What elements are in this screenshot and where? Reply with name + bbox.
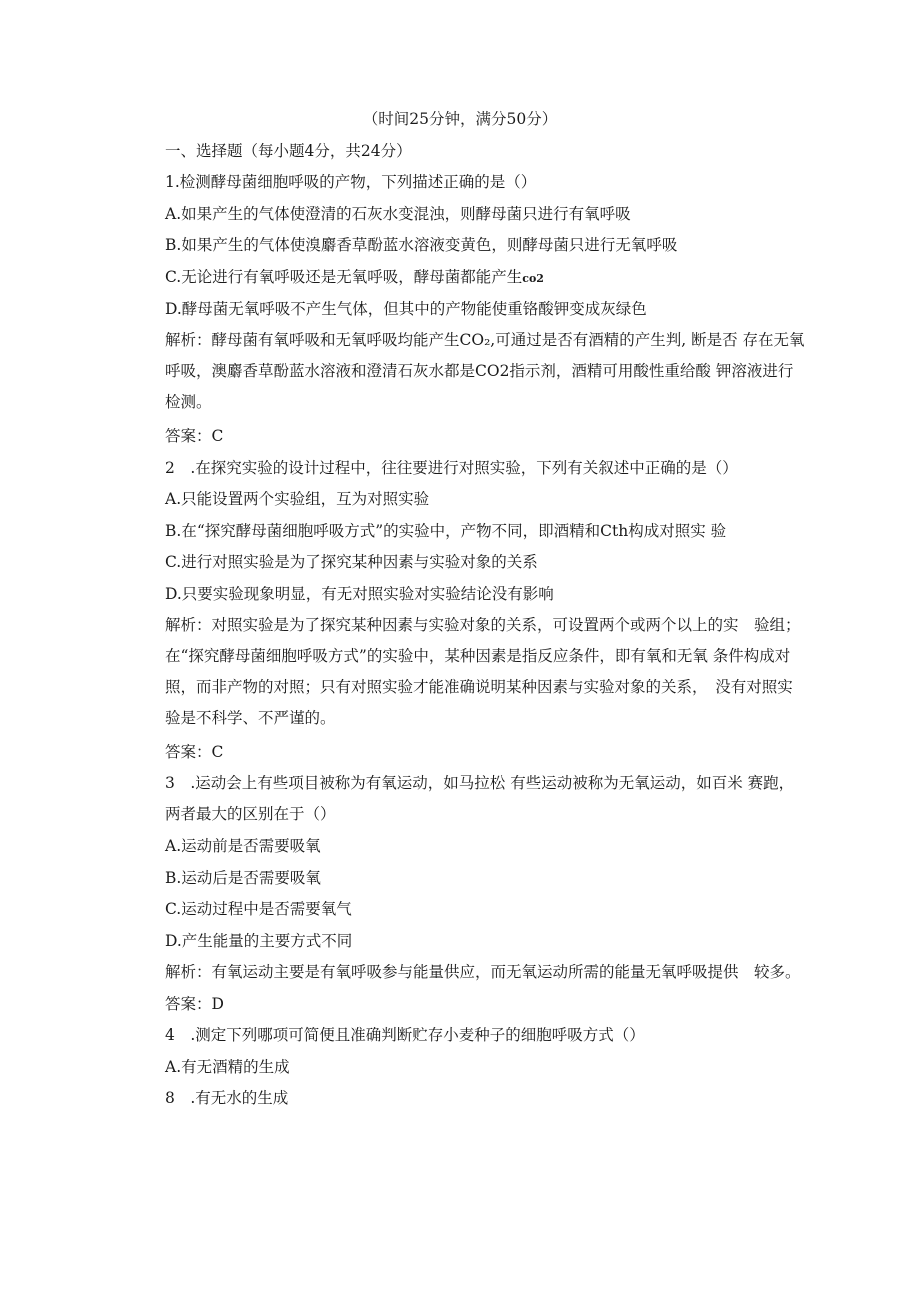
question-2-option-d: D.只要实验现象明显，有无对照实验对实验结论没有影响 xyxy=(165,585,554,603)
question-2-stem: 2 .在探究实验的设计过程中，往往要进行对照实验，下列有关叙述中正确的是（） xyxy=(165,459,738,477)
question-2-answer: 答案：C xyxy=(165,743,224,761)
option-c-text: C.无论进行有氧呼吸还是无氧呼吸，酵母菌都能产生 xyxy=(165,268,523,286)
question-4-option-a: A.有无酒精的生成 xyxy=(165,1058,290,1076)
question-3-option-d: D.产生能量的主要方式不同 xyxy=(165,932,353,950)
question-1-answer: 答案：C xyxy=(165,427,224,445)
question-1-option-b: B.如果产生的气体使溴麝香草酚蓝水溶液变黄色，则酵母菌只进行无氧呼吸 xyxy=(165,236,678,254)
question-3-answer: 答案：D xyxy=(165,995,224,1013)
question-1-option-c xyxy=(165,267,544,289)
question-1-analysis: 解析：酵母菌有氧呼吸和无氧呼吸均能产生CO₂,可通过是否有酒精的产生判, 断是否 存在无氧呼吸，澳麝香草酚蓝水溶液和澄清石灰水都是CO2指示剂，酒精可用酸性重给酸 钾溶液进行检测。 xyxy=(165,331,805,411)
question-1-stem: 1.检测酵母菌细胞呼吸的产物，下列描述正确的是（） xyxy=(165,173,537,191)
question-4-option-b: 8 .有无水的生成 xyxy=(165,1089,289,1107)
question-3-option-c: C.运动过程中是否需要氧气 xyxy=(165,900,352,918)
question-1-option-a: A.如果产生的气体使澄清的石灰水变混浊，则酵母菌只进行有氧呼吸 xyxy=(165,205,631,223)
question-3-option-a: A.运动前是否需要吸氧 xyxy=(165,837,321,855)
question-2-option-c: C.进行对照实验是为了探究某种因素与实验对象的关系 xyxy=(165,553,538,571)
question-2-option-a: A.只能设置两个实验组，互为对照实验 xyxy=(165,490,430,508)
exam-header: （时间25分钟，满分50分） xyxy=(362,110,558,128)
co2-label: co2 xyxy=(522,272,544,285)
section-title: 一、选择题（每小题4分，共24分） xyxy=(165,142,412,160)
question-2-option-b: B.在“探究酵母菌细胞呼吸方式”的实验中，产物不同，即酒精和Cth构成对照实 验 xyxy=(165,522,727,540)
question-3-analysis: 解析：有氧运动主要是有氧呼吸参与能量供应，而无氧运动所需的能量无氧呼吸提供 较多。 xyxy=(165,963,801,981)
question-1-option-d: D.酵母菌无氧呼吸不产生气体，但其中的产物能使重铬酸钾变成灰绿色 xyxy=(165,300,647,318)
question-4-stem: 4 .测定下列哪项可简便且准确判断贮存小麦种子的细胞呼吸方式（） xyxy=(165,1026,645,1044)
question-3-option-b: B.运动后是否需要吸氧 xyxy=(165,869,321,887)
question-3-stem: 3 .运动会上有些项目被称为有氧运动，如马拉松 有些运动被称为无氧运动，如百米 赛跑，两者最大的区别在于（） xyxy=(165,774,795,823)
question-2-analysis: 解析：对照实验是为了探究某种因素与实验对象的关系，可设置两个或两个以上的实 验组；在“探究酵母菌细胞呼吸方式”的实验中，某种因素是指反应条件，即有氧和无氧 条件构成对照，而非产物的对照；只有对照实验才能准确说明某种因素与实验对象的关系， 没有对照实验是不科学、不严谨的。 xyxy=(165,616,801,727)
